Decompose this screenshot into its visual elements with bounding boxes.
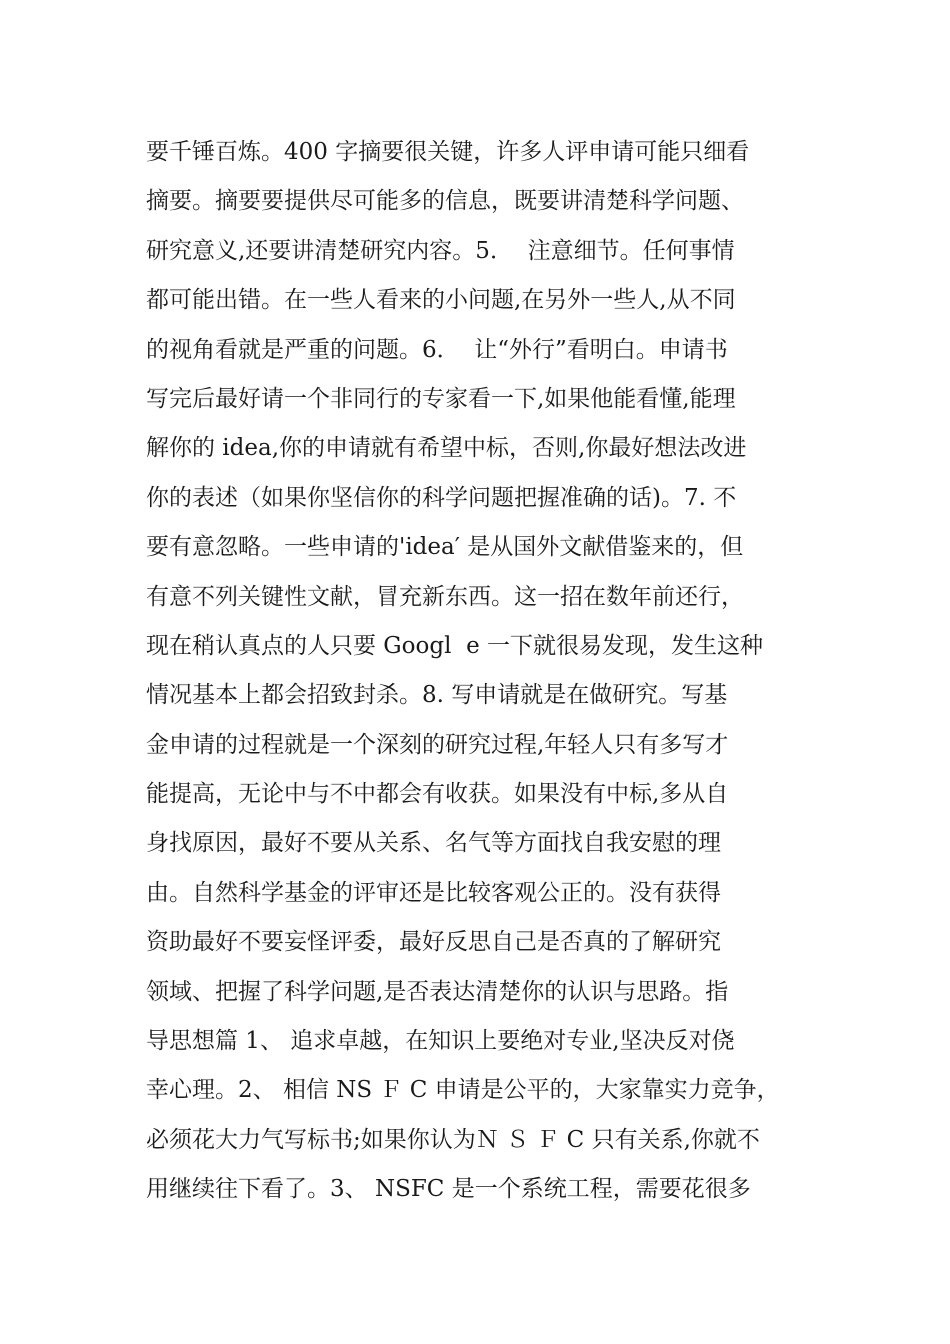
text-line: 由。自然科学基金的评审还是比较客观公正的。没有获得 [146,879,721,906]
text-line: 的视角看就是严重的问题。6． 让“外行”看明白。申请书 [146,336,728,363]
text-line: 金申请的过程就是一个深刻的研究过程,年轻人只有多写才 [146,731,729,758]
text-line: 身找原因，最好不要从关系、名气等方面找自我安慰的理 [146,830,721,857]
text-line: 用继续往下看了。3、 NSFC 是一个系统工程，需要花很多 [146,1176,751,1203]
text-line: 必须花大力气写标书;如果你认为Ｎ Ｓ Ｆ C 只有关系,你就不 [146,1126,760,1153]
body-text [146,128,826,1215]
text-line: 研究意义,还要讲清楚研究内容。5． 注意细节。任何事情 [146,237,735,264]
text-line: 资助最好不要妄怪评委，最好反思自己是否真的了解研究 [146,929,721,956]
text-line: 摘要。摘要要提供尽可能多的信息，既要讲清楚科学问题、 [146,188,744,215]
text-line: 能提高，无论中与不中都会有收获。如果没有中标,多从自 [146,781,729,808]
text-line: 导思想篇 1、 追求卓越，在知识上要绝对专业,坚决反对侥 [146,1028,735,1055]
text-line: 要有意忽略。一些申请的'idea′ 是从国外文献借鉴来的，但 [146,534,744,561]
text-line: 都可能出错。在一些人看来的小问题,在另外一些人,从不同 [146,287,736,314]
text-line: 现在稍认真点的人只要 Googl e 一下就很易发现，发生这种 [146,632,764,659]
text-line: 领域、把握了科学问题,是否表达清楚你的认识与思路。指 [146,978,729,1005]
text-line: 解你的 idea,你的申请就有希望中标，否则,你最好想法改进 [146,435,747,462]
text-line: 你的表述（如果你坚信你的科学问题把握准确的话)。7. 不 [146,484,737,511]
text-line: 情况基本上都会招致封杀。8. 写申请就是在做研究。写基 [146,682,728,709]
text-line: 要千锤百炼。400 字摘要很关键，许多人评申请可能只细看 [146,139,750,165]
text-line: 有意不列关键性文献，冒充新东西。这一招在数年前还行， [146,583,744,610]
text-line: 写完后最好请一个非同行的专家看一下,如果他能看懂,能理 [146,385,736,412]
text-line: 幸心理。2、 相信 NS Ｆ C 申请是公平的，大家靠实力竞争， [146,1077,780,1104]
